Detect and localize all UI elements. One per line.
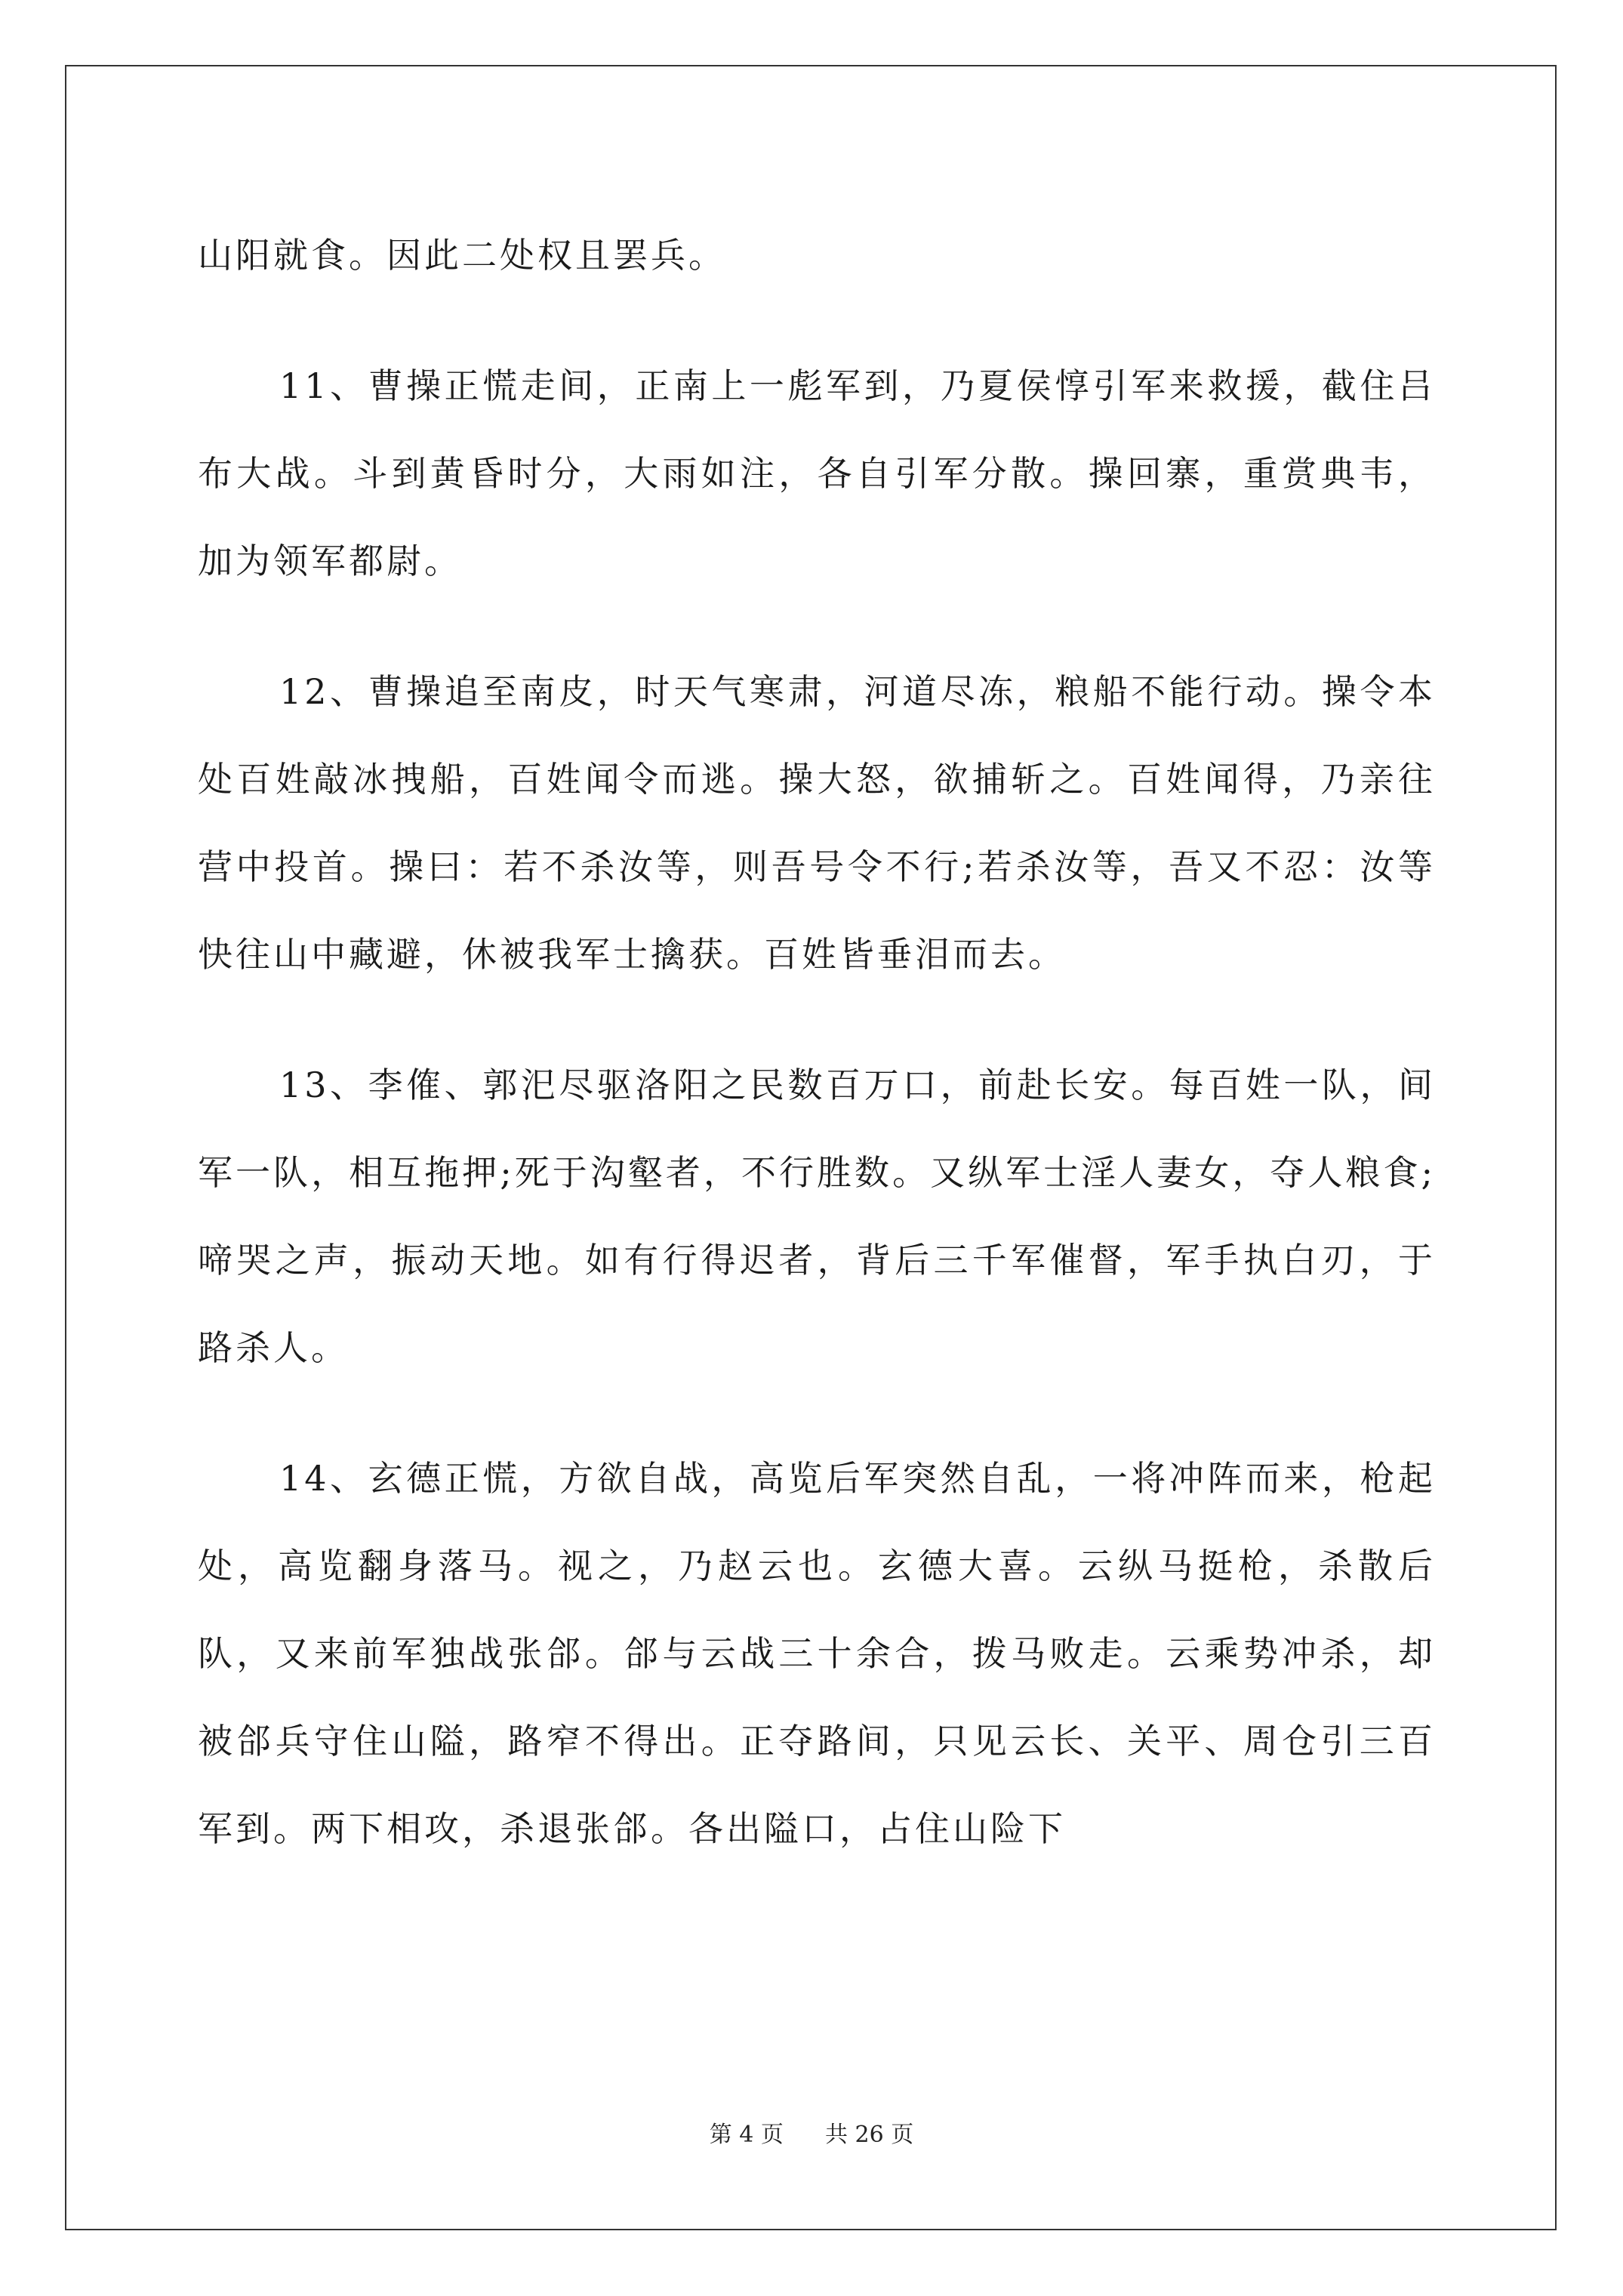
page-footer bbox=[0, 2116, 1623, 2149]
paragraph-14: 14、玄德正慌，方欲自战，高览后军突然自乱，一将冲阵而来，枪起处，高览翻身落马。视之，乃赵云也。玄德大喜。云纵马挺枪，杀散后队，又来前军独战张郃。郃与云战三十余合，拨马败走。云乘势冲杀，却被郃兵守住山隘，路窄不得出。正夺路间，只见云长、关平、周仓引三百军到。两下相攻，杀退张郃。各出隘口，占住山险下 bbox=[198, 1458, 1436, 1849]
paragraph-12: 12、曹操追至南皮，时天气寒肃，河道尽冻，粮船不能行动。操令本处百姓敲冰拽船，百姓闻令而逃。操大怒，欲捕斩之。百姓闻得，乃亲往营中投首。操曰：若不杀汝等，则吾号令不行;若杀汝等，吾又不忍：汝等快往山中藏避，休被我军士擒获。百姓皆垂泪而去。 bbox=[198, 671, 1436, 975]
paragraph-11: 11、曹操正慌走间，正南上一彪军到，乃夏侯惇引军来救援，截住吕布大战。斗到黄昏时分，大雨如注，各自引军分散。操回寨，重赏典韦，加为领军都尉。 bbox=[198, 365, 1436, 581]
paragraph-13: 13、李傕、郭汜尽驱洛阳之民数百万口，前赴长安。每百姓一队，间军一队，相互拖押;死于沟壑者，不行胜数。又纵军士淫人妻女，夺人粮食;啼哭之声，振动天地。如有行得迟者，背后三千军催督，军手执白刃，于路杀人。 bbox=[198, 1065, 1436, 1368]
page-total: 共 26 页 bbox=[825, 2122, 914, 2148]
paragraph-continuation: 山阳就食。因此二处权且罢兵。 bbox=[198, 235, 726, 276]
document-body bbox=[198, 211, 1436, 1915]
page-number: 第 4 页 bbox=[709, 2122, 784, 2148]
